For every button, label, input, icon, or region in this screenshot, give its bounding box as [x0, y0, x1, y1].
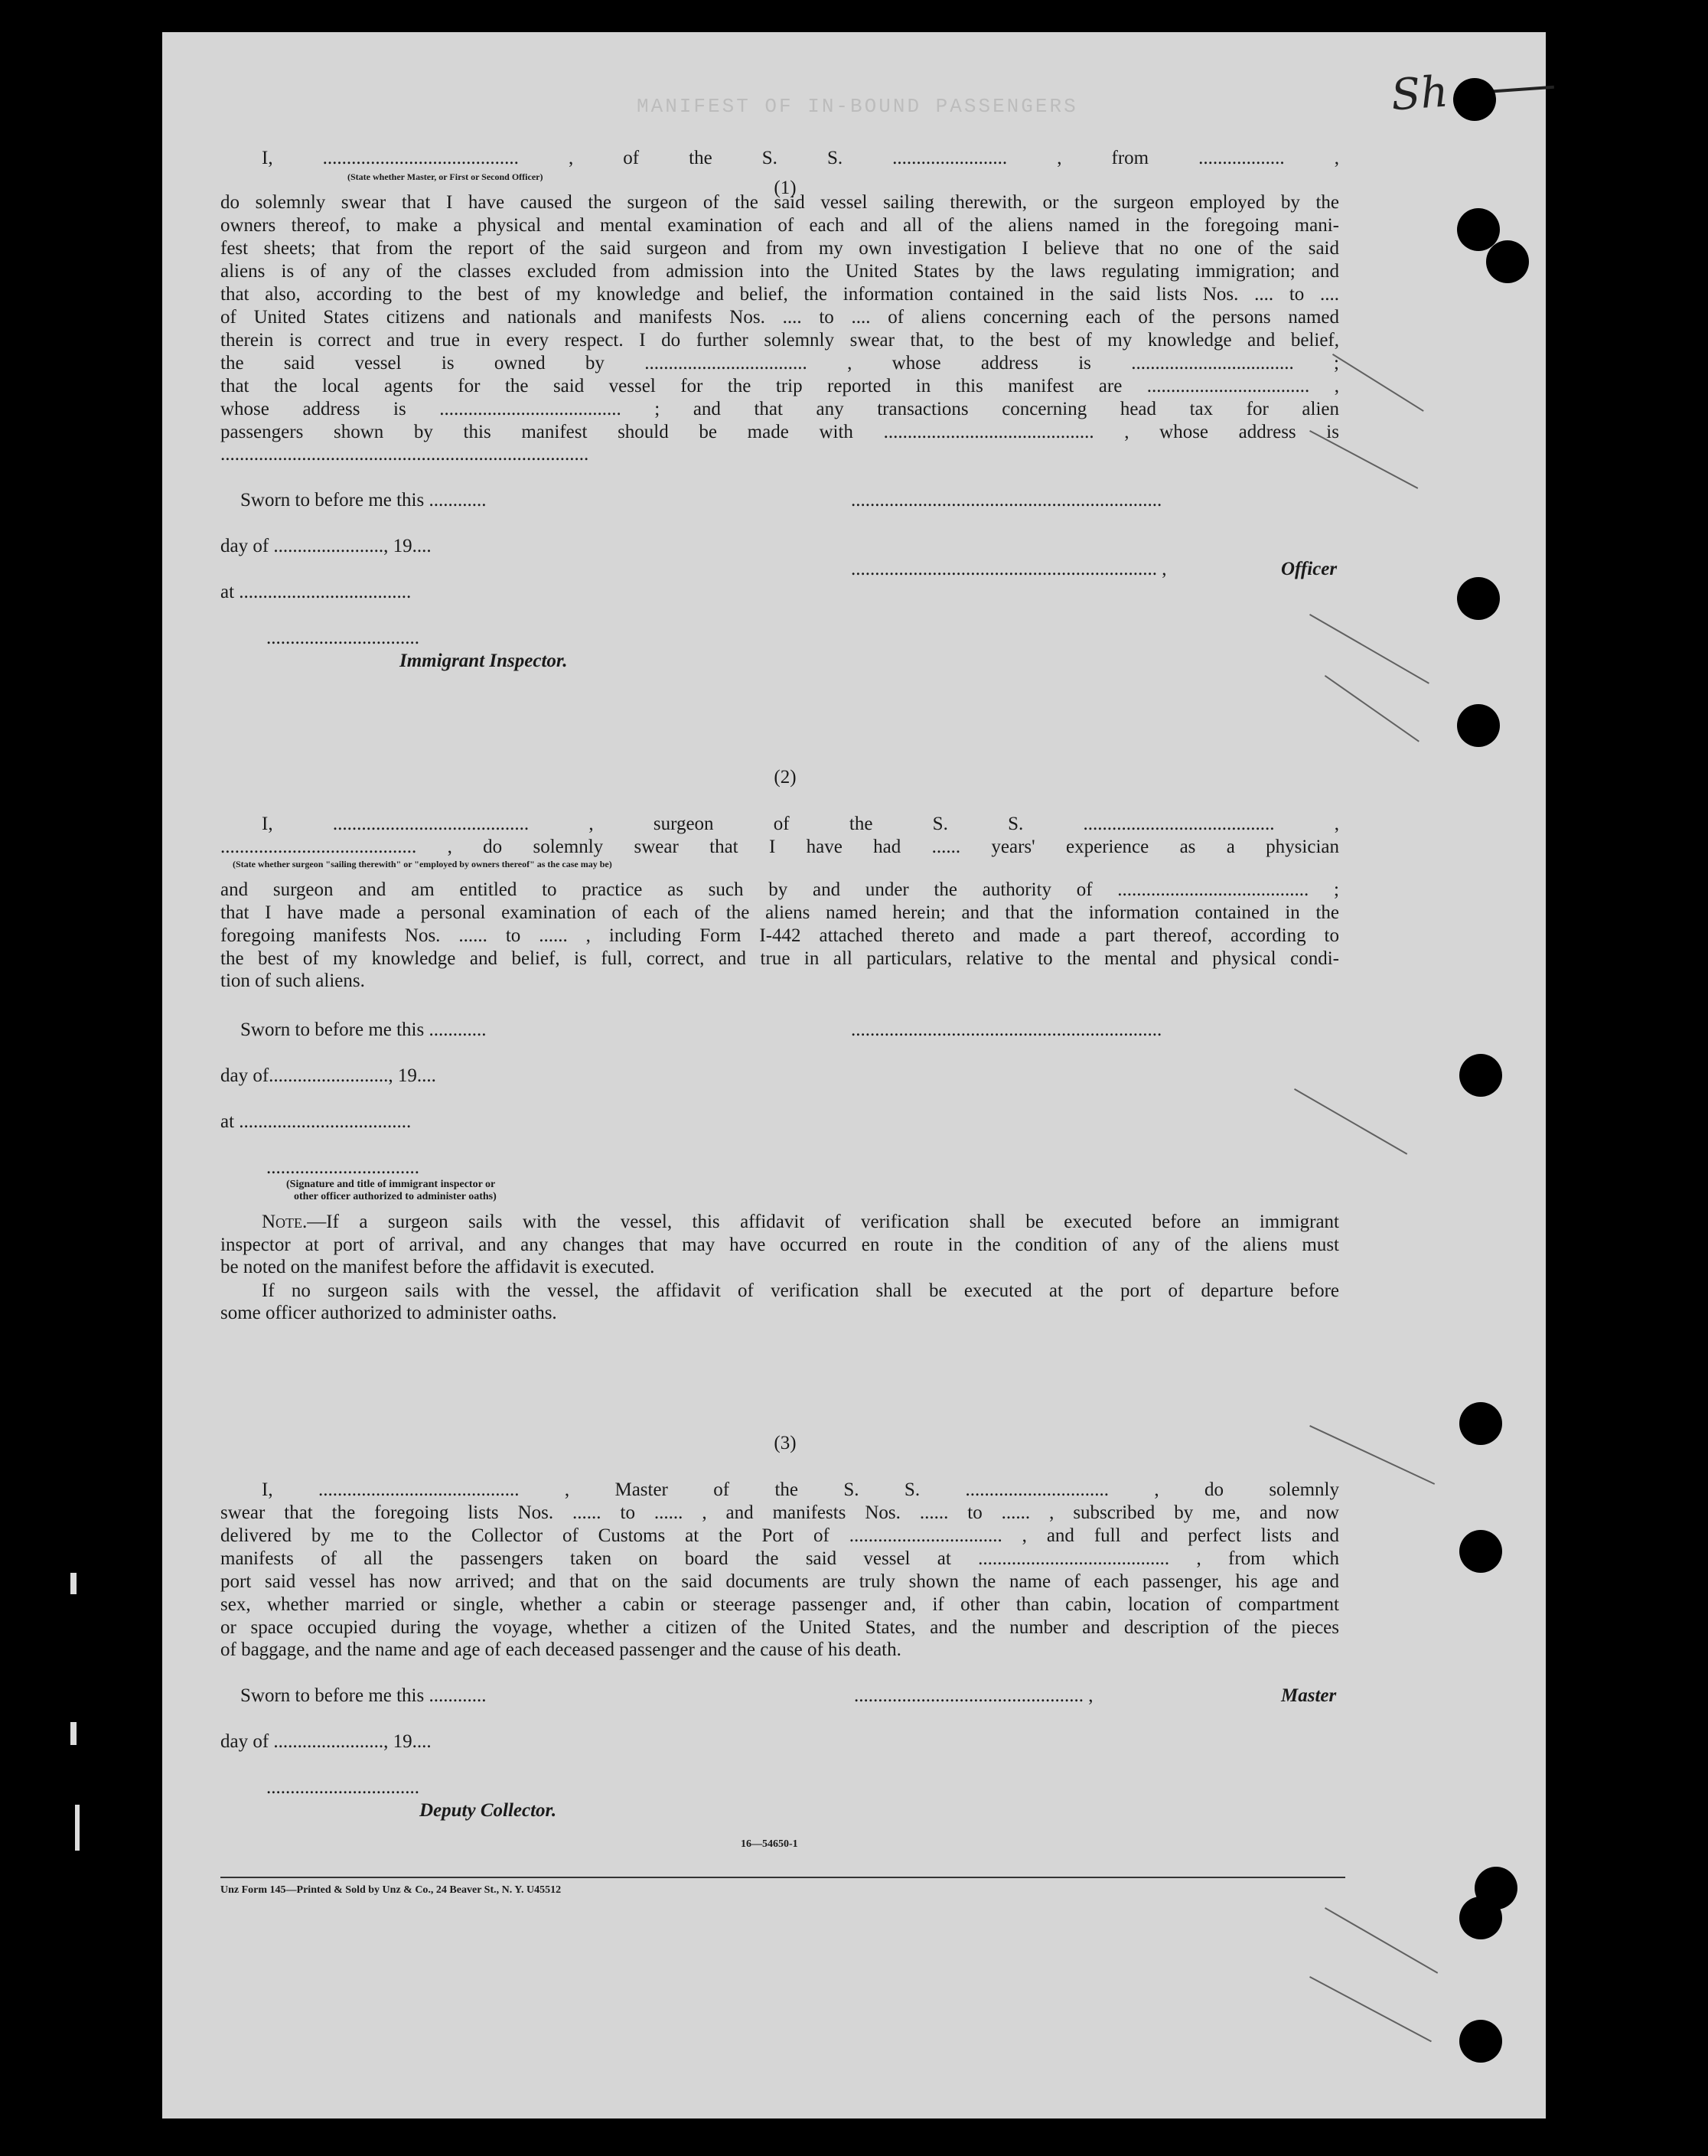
section-2-sub-label: (State whether surgeon "sailing therewith" or "employed by owners thereof" as the case may be): [233, 859, 612, 869]
section-1-day-of: day of ......................., 19....: [220, 536, 432, 556]
section-1-line: therein is correct and true in every respect. I do further solemnly swear that, to the best of my knowledge and belief,: [220, 330, 1339, 351]
section-1-inspector-label: Immigrant Inspector.: [399, 651, 568, 671]
section-2-note2-last: some officer authorized to administer oaths.: [220, 1303, 557, 1323]
form-number: 16—54650-1: [741, 1838, 798, 1850]
section-3-master-label: Master: [1281, 1685, 1337, 1706]
section-1-at: at ....................................: [220, 582, 412, 602]
section-2-note-line: inspector at port of arrival, and any changes that may have occurred en route in the condition of any of the aliens must: [220, 1235, 1339, 1255]
section-1-line: of United States citizens and nationals and manifests Nos. .... to .... of aliens concerning each of the persons named: [220, 307, 1339, 328]
section-1-line: that the local agents for the said vessel for the trip reported in this manifest are .................................. ,: [220, 376, 1339, 396]
section-3-day-of: day of ......................., 19....: [220, 1731, 432, 1752]
section-3-line: swear that the foregoing lists Nos. ...... to ...... , and manifests Nos. ...... to ...... , subscribed by me, and now: [220, 1502, 1339, 1523]
section-1-officer-signature: ................................................................ ,: [851, 559, 1167, 579]
section-3-line: I, .......................................... , Master of the S. S. .............................. , do solemnly: [262, 1479, 1339, 1500]
scratch-mark: [1325, 1907, 1438, 1974]
section-3-collector-label: Deputy Collector.: [419, 1800, 557, 1821]
section-2-day-of: day of........................., 19....: [220, 1065, 436, 1086]
section-3-sworn: Sworn to before me this ............: [240, 1685, 487, 1706]
footer-rule: [220, 1877, 1345, 1878]
section-3-last-line: of baggage, and the name and age of each deceased passenger and the cause of his death.: [220, 1639, 901, 1660]
note-lead: Note.: [262, 1212, 308, 1232]
section-3-line: or space occupied during the voyage, whether a citizen of the United States, and the number and description of the pieces: [220, 1617, 1339, 1638]
section-1-trail-dots: .............................................................................: [220, 444, 589, 465]
scratch-mark: [1309, 1976, 1432, 2042]
section-3-number: (3): [774, 1433, 797, 1453]
scratch-mark: [1332, 354, 1424, 412]
scratch-mark: [1325, 675, 1420, 742]
section-2-second-line: ......................................... , do solemnly swear that I have had ...... years' experience as a physician: [220, 837, 1339, 857]
section-1-line: fest sheets; that from the report of the said surgeon and from my own investigation I believe that no one of the said: [220, 238, 1339, 259]
section-2-signature-label: (Signature and title of immigrant inspector or: [286, 1179, 496, 1190]
section-1-line: do solemnly swear that I have caused the surgeon of the said vessel sailing therewith, or the surgeon employed by the: [220, 192, 1339, 213]
punch-hole: [1486, 240, 1529, 283]
punch-hole: [1453, 78, 1496, 121]
section-2-sworn: Sworn to before me this ............: [240, 1019, 487, 1040]
bleed-through-text: MANIFEST OF IN-BOUND PASSENGERS: [637, 95, 1078, 118]
punch-hole: [1459, 2020, 1502, 2063]
section-3-line: manifests of all the passengers taken on board the said vessel at ........................................ , from which: [220, 1548, 1339, 1569]
section-3-line: port said vessel has now arrived; and that on the said documents are truly shown the name of each passenger, his age and: [220, 1571, 1339, 1592]
section-1-line: passengers shown by this manifest should be made with ............................................ , whose address is: [220, 422, 1339, 442]
section-2-signature-dots: ................................: [266, 1157, 419, 1178]
footer-printer-line: Unz Form 145—Printed & Sold by Unz & Co., 24 Beaver St., N. Y. U45512: [220, 1884, 562, 1896]
section-1-first-line: I, ......................................... , of the S. S. ........................ , from .................. ,: [262, 148, 1339, 168]
section-2-note: [262, 1211, 1339, 1234]
section-1-inspector-signature: ................................: [266, 628, 419, 648]
section-1-line: whose address is ...................................... ; and that any transactions concerning head tax for alien: [220, 399, 1339, 419]
margin-mark: [70, 1722, 77, 1745]
section-3-collector-signature: ................................: [266, 1777, 419, 1798]
section-3-line: delivered by me to the Collector of Customs at the Port of ................................ , and full and perfect lists and: [220, 1525, 1339, 1546]
scratch-mark: [1294, 1088, 1407, 1155]
section-1-line: aliens is of any of the classes excluded from admission into the United States by the laws regulating immigration; and: [220, 261, 1339, 282]
scratch-mark: [1309, 614, 1429, 684]
punch-hole: [1459, 1897, 1502, 1939]
punch-hole: [1459, 1530, 1502, 1573]
margin-mark: [75, 1805, 80, 1851]
section-1-officer-label: Officer: [1281, 559, 1338, 579]
punch-hole: [1457, 704, 1500, 747]
section-2-line: that I have made a personal examination of each of the aliens named herein; and that the information contained in the: [220, 902, 1339, 923]
section-2-note2-line: If no surgeon sails with the vessel, the affidavit of verification shall be executed at the port of departure before: [262, 1280, 1339, 1301]
section-1-sub-label: (State whether Master, or First or Second Officer): [347, 171, 543, 182]
handwritten-mark: Sh: [1389, 67, 1450, 121]
document-page: [162, 32, 1546, 2118]
section-1-number: (1): [774, 178, 797, 198]
section-1-line: the said vessel is owned by .................................. , whose address is .................................. ;: [220, 353, 1339, 373]
section-2-at: at ....................................: [220, 1111, 412, 1132]
section-1-line: owners thereof, to make a physical and mental examination of each and all of the aliens named in the foregoing mani-: [220, 215, 1339, 236]
margin-mark: [70, 1573, 77, 1594]
section-2-line: foregoing manifests Nos. ...... to ...... , including Form I-442 attached thereto and made a part thereof, according to: [220, 925, 1339, 946]
section-2-last-line: tion of such aliens.: [220, 970, 365, 991]
section-2-first-line: I, ......................................... , surgeon of the S. S. ........................................ ,: [262, 814, 1339, 834]
section-1-sworn: Sworn to before me this ............: [240, 490, 487, 510]
punch-hole: [1457, 577, 1500, 620]
section-1-line: that also, according to the best of my knowledge and belief, the information contained in the said lists Nos. .... to ....: [220, 284, 1339, 305]
section-2-line: the best of my knowledge and belief, is full, correct, and true in all particulars, relative to the mental and physical condi-: [220, 948, 1339, 969]
punch-hole: [1459, 1054, 1502, 1097]
section-1-sworn-signature: .................................................................: [851, 490, 1162, 510]
section-3-master-signature: ................................................ ,: [854, 1685, 1094, 1706]
section-3-line: sex, whether married or single, whether a cabin or steerage passenger and, if other than cabin, location of compartment: [220, 1594, 1339, 1615]
section-2-line: and surgeon and am entitled to practice as such by and under the authority of ........................................ ;: [220, 879, 1339, 900]
section-2-sworn-signature: .................................................................: [851, 1019, 1162, 1040]
section-2-number: (2): [774, 767, 797, 788]
section-2-signature-label: other officer authorized to administer oaths): [294, 1191, 497, 1202]
section-2-note-last: be noted on the manifest before the affidavit is executed.: [220, 1257, 655, 1277]
note-text: —If a surgeon sails with the vessel, this affidavit of verification shall be executed before an immigrant: [307, 1212, 1339, 1232]
